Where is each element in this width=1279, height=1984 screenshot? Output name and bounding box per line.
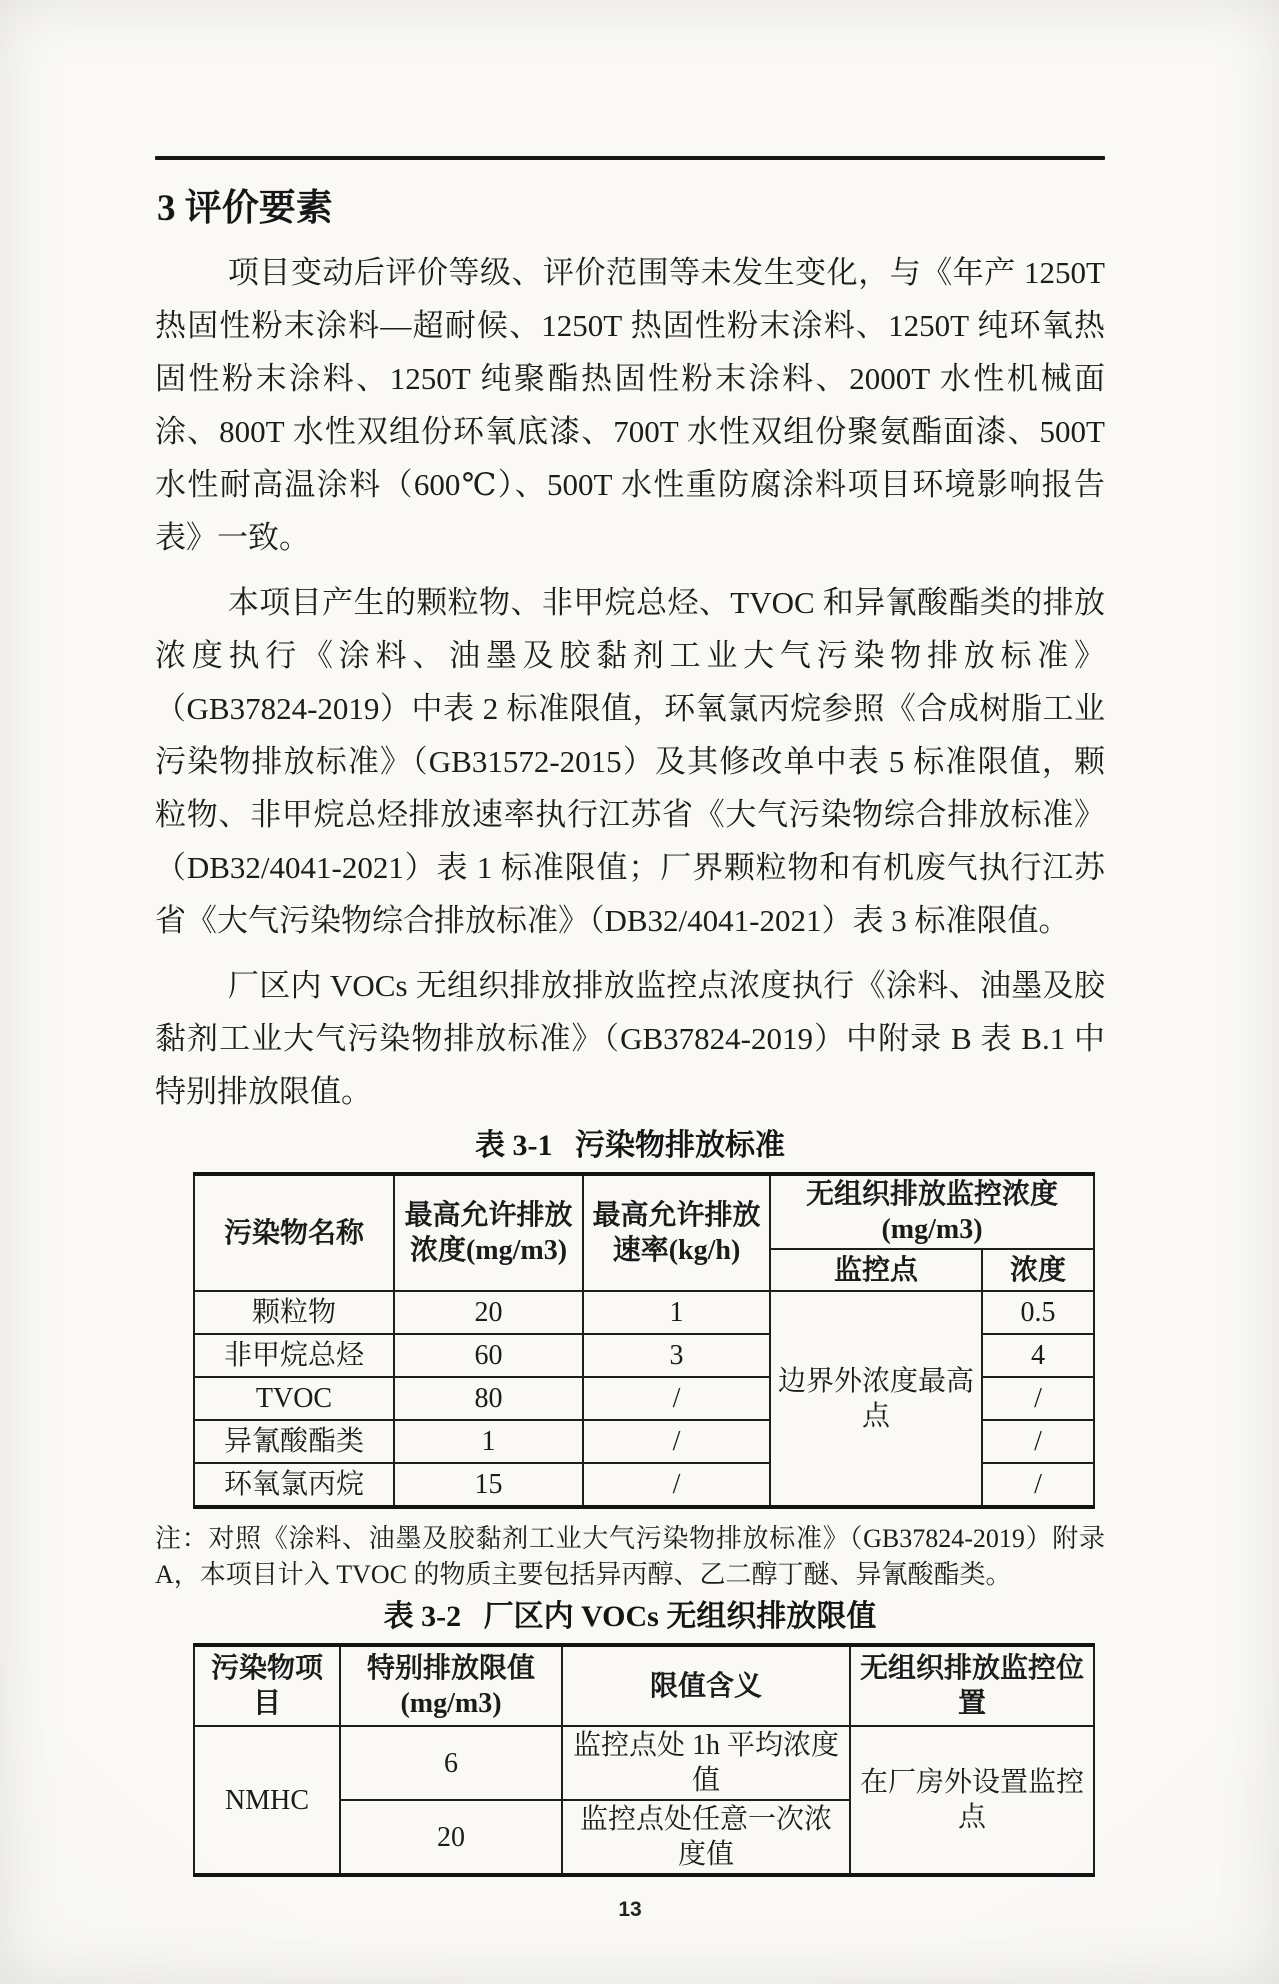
table1-cell-max-rate: 3 [583,1334,770,1377]
table1-cell-fugitive-conc: / [982,1377,1094,1420]
table2-header-monitor-location: 无组织排放监控位置 [850,1645,1094,1726]
table1-cell-max-conc: 80 [394,1377,583,1420]
table2-cell-meaning: 监控点处 1h 平均浓度值 [562,1726,850,1800]
table-pollutant-emission-standards [193,1172,1095,1509]
table1-note: 注：对照《涂料、油墨及胶黏剂工业大气污染物排放标准》（GB37824-2019）附录 A，本项目计入 TVOC 的物质主要包括异丙醇、乙二醇丁醚、异氰酸酯类。 [155,1524,1105,1589]
table1-cell-max-conc: 15 [394,1463,583,1507]
table1-cell-name: 异氰酸酯类 [194,1420,394,1463]
table2-cell-meaning: 监控点处任意一次浓度值 [562,1800,850,1875]
table1-cell-fugitive-conc: / [982,1463,1094,1507]
table-row [194,1291,1094,1334]
table2-header-row [194,1645,1094,1726]
table-row [194,1726,1094,1800]
section-heading: 3 评价要素 [157,188,333,229]
page-content [155,156,1105,1877]
table2-header-limit-meaning: 限值含义 [562,1645,850,1726]
table1-cell-name: 环氧氯丙烷 [194,1463,394,1507]
table2-cell-location: 在厂房外设置监控点 [850,1726,1094,1875]
table1-cell-monitor-point: 边界外浓度最高点 [770,1291,982,1507]
table2-cell-pollutant: NMHC [194,1726,340,1875]
table1-header-monitor-point: 监控点 [770,1249,982,1291]
table1-cell-max-rate: / [583,1463,770,1507]
table1-cell-max-rate: 1 [583,1291,770,1334]
table1-header-max-conc: 最高允许排放浓度(mg/m3) [394,1174,583,1291]
paragraph-emission-standards: 本项目产生的颗粒物、非甲烷总烃、TVOC 和异氰酸酯类的排放浓度执行《涂料、油墨及胶黏剂工业大气污染物排放标准》（GB37824-2019）中表 2 标准限值，环氧氯丙烷参照《合成树脂工业污染物排放标准》（GB31572-2015）及其修改单中表 5 标准限值，颗粒物、非甲烷总烃排放速率执行江苏省《大气污染物综合排放标准》（DB32/4041-2021）表 1 标准限值；厂界颗粒物和有机废气执行江苏省《大气污染物综合排放标准》（DB32/4041-2021）表 3 标准限值。 [155,585,1105,938]
table1-header-concentration: 浓度 [982,1249,1094,1291]
table1-header-fugitive-group: 无组织排放监控浓度(mg/m3) [770,1174,1094,1249]
paragraph-vocs-fugitive: 厂区内 VOCs 无组织排放排放监控点浓度执行《涂料、油墨及胶黏剂工业大气污染物排放标准》（GB37824-2019）中附录 B 表 B.1 中特别排放限值。 [155,968,1105,1109]
table1-cell-name: 非甲烷总烃 [194,1334,394,1377]
table2-caption: 表 3-2 厂区内 VOCs 无组织排放限值 [383,1600,877,1633]
table1-header-pollutant: 污染物名称 [194,1174,394,1291]
table1-cell-name: 颗粒物 [194,1291,394,1334]
table1-cell-fugitive-conc: 0.5 [982,1291,1094,1334]
table2-header-pollutant: 污染物项目 [194,1645,340,1726]
table2-cell-limit: 20 [340,1800,562,1875]
paragraph-project-change: 项目变动后评价等级、评价范围等未发生变化，与《年产 1250T 热固性粉末涂料—超耐候、1250T 热固性粉末涂料、1250T 纯环氧热固性粉末涂料、1250T 纯聚酯热固性粉末涂料、2000T 水性机械面涂、800T 水性双组份环氧底漆、700T 水性双组份聚氨酯面漆、500T 水性耐高温涂料（600℃）、500T 水性重防腐涂料项目环境影响报告表》一致。 [155,255,1105,555]
table1-cell-max-rate: / [583,1377,770,1420]
table1-cell-max-conc: 1 [394,1420,583,1463]
table1-caption: 表 3-1 污染物排放标准 [475,1129,785,1162]
table1-header-row-1 [194,1174,1094,1249]
table1-cell-fugitive-conc: 4 [982,1334,1094,1377]
table1-header-max-rate: 最高允许排放速率(kg/h) [583,1174,770,1291]
table2-cell-limit: 6 [340,1726,562,1800]
page-number: 13 [618,1898,642,1921]
header-rule [155,156,1105,160]
table-vocs-fugitive-limits [193,1643,1095,1877]
table2-header-special-limit: 特别排放限值(mg/m3) [340,1645,562,1726]
table1-cell-fugitive-conc: / [982,1420,1094,1463]
table1-cell-max-conc: 20 [394,1291,583,1334]
table1-cell-max-rate: / [583,1420,770,1463]
table1-cell-name: TVOC [194,1377,394,1420]
table1-cell-max-conc: 60 [394,1334,583,1377]
